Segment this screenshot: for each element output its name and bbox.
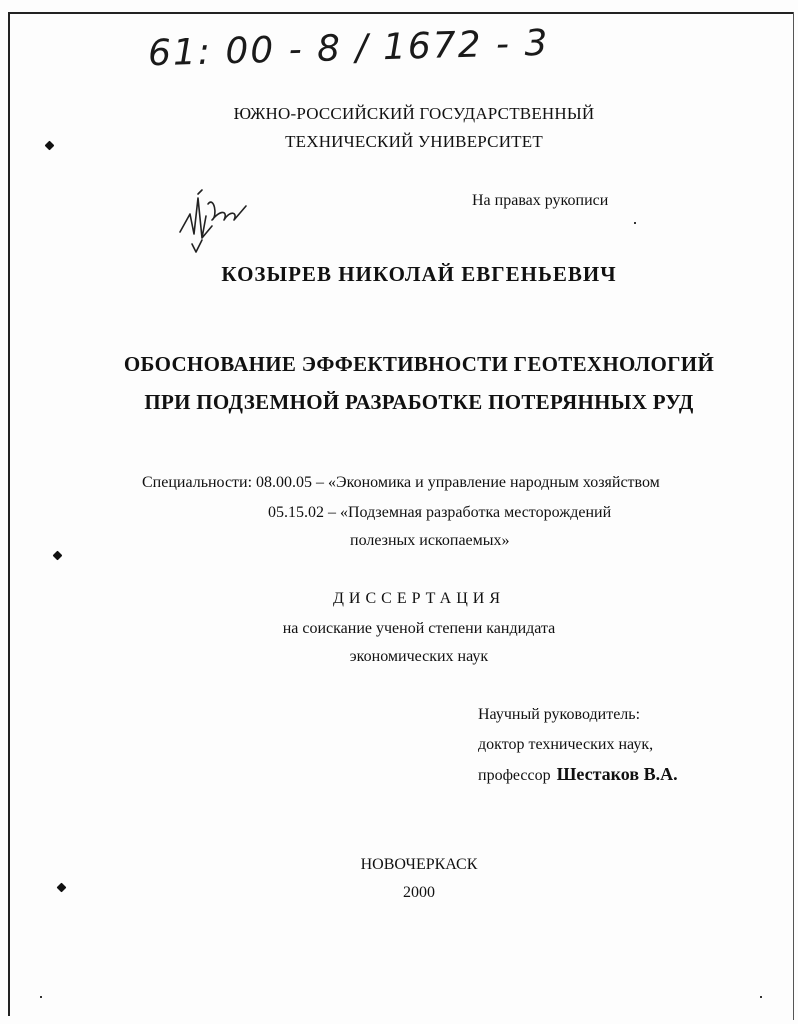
scan-mark [53,551,63,561]
dissertation-heading: ДИССЕРТАЦИЯ [333,590,505,607]
title-line-2: ПРИ ПОДЗЕМНОЙ РАЗРАБОТКЕ ПОТЕРЯННЫХ РУД [144,390,694,414]
year: 2000 [403,884,435,901]
university-line-2: ТЕХНИЧЕСКИЙ УНИВЕРСИТЕТ [285,132,543,151]
city: НОВОЧЕРКАСК [360,856,478,873]
dissertation-degree-line-2: экономических наук [349,648,489,665]
university-line-1: ЮЖНО-РОССИЙСКИЙ ГОСУДАРСТВЕННЫЙ [233,104,595,123]
supervisor-position: профессор [478,767,551,784]
handwritten-registration-number: 61: 00 - 8 / 1672 - 3 [147,22,550,75]
supervisor-degree: доктор технических наук, [478,736,654,753]
signature-icon [172,186,252,256]
title-line-1: ОБОСНОВАНИЕ ЭФФЕКТИВНОСТИ ГЕОТЕХНОЛОГИЙ [123,352,715,376]
specialty-line-2: 05.15.02 – «Подземная разработка месторождений [268,504,612,521]
scan-speck [634,222,636,224]
supervisor-name: Шестаков В.А. [556,764,678,784]
dissertation-degree-line-1: на соискание ученой степени кандидата [282,620,556,637]
scan-speck [760,996,762,998]
specialty-line-1: Специальности: 08.00.05 – «Экономика и управление народным хозяйством [142,474,660,491]
scan-speck [40,996,42,998]
supervisor-label: Научный руководитель: [478,706,641,723]
supervisor-position-line [478,764,678,785]
rights-note: На правах рукописи [472,192,609,209]
scan-border-top [8,12,794,14]
specialty-line-3: полезных ископаемых» [350,532,510,549]
author-name: КОЗЫРЕВ НИКОЛАЙ ЕВГЕНЬЕВИЧ [221,262,617,286]
